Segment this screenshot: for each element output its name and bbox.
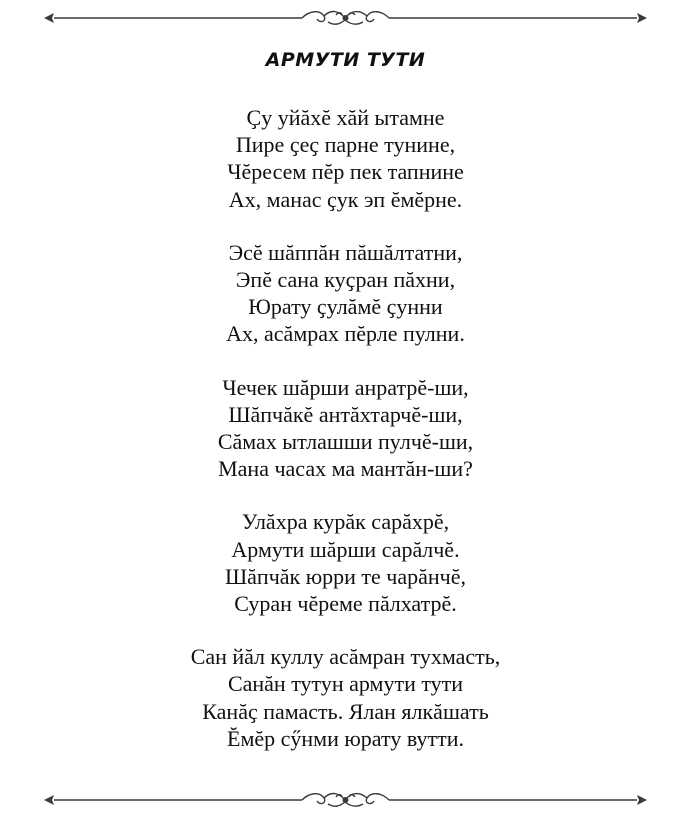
- poem-line: Пире ҫеҫ парне тунине,: [235, 132, 456, 158]
- stanza: [0, 508, 691, 617]
- poem-line: Улăхра курăк сарăхрĕ,: [241, 509, 450, 535]
- poem-line: Эпĕ сана куҫран пăхни,: [235, 267, 456, 293]
- poem-line: Шăпчăк юрри те чарăнчĕ,: [224, 563, 467, 589]
- poem-line: Мана часах ма мантăн-ши?: [218, 456, 473, 482]
- poem-line: Армути шăрши сарăлчĕ.: [231, 536, 460, 562]
- poem-line: Суран чĕреме пăлхатрĕ.: [234, 591, 457, 617]
- stanza: [0, 104, 691, 213]
- poem-line: Чечек шăрши анратрĕ-ши,: [222, 374, 469, 400]
- stanza: [0, 643, 691, 752]
- poem-line: Ĕмĕр сӳнми юрату вутти.: [227, 725, 464, 751]
- poem-line: Ҫу уйăхĕ хăй ытамне: [246, 105, 445, 130]
- poem-line: Юрату ҫулăмĕ ҫунни: [248, 294, 443, 320]
- poem-line: Эсĕ шăппăн пăшăлтатни,: [228, 239, 463, 265]
- poem-line: Санăн тутун армути тути: [227, 671, 464, 697]
- poem-line: Канăҫ памасть. Ялан ялкăшать: [202, 698, 489, 724]
- poem-line: Шăпчăкĕ антăхтарчĕ-ши,: [228, 401, 463, 427]
- poem-line: Ах, асăмрах пĕрле пулни.: [226, 321, 465, 347]
- stanza: [0, 374, 691, 483]
- poem-line: Сăмах ытлашши пулчĕ-ши,: [217, 429, 474, 455]
- poem-line: Ах, манас ҫук эп ĕмĕрне.: [228, 186, 463, 212]
- top-flourish-divider-icon: [40, 6, 651, 30]
- bottom-flourish-divider-icon: [40, 788, 651, 812]
- poem-title: АРМУТИ ТУТИ: [265, 49, 426, 71]
- poem-body: [0, 104, 691, 778]
- stanza: [0, 239, 691, 348]
- poem-line: Сан йăл куллу асăмран тухмасть,: [190, 644, 501, 670]
- poem-line: Чĕресем пĕр пек тапнине: [227, 159, 464, 185]
